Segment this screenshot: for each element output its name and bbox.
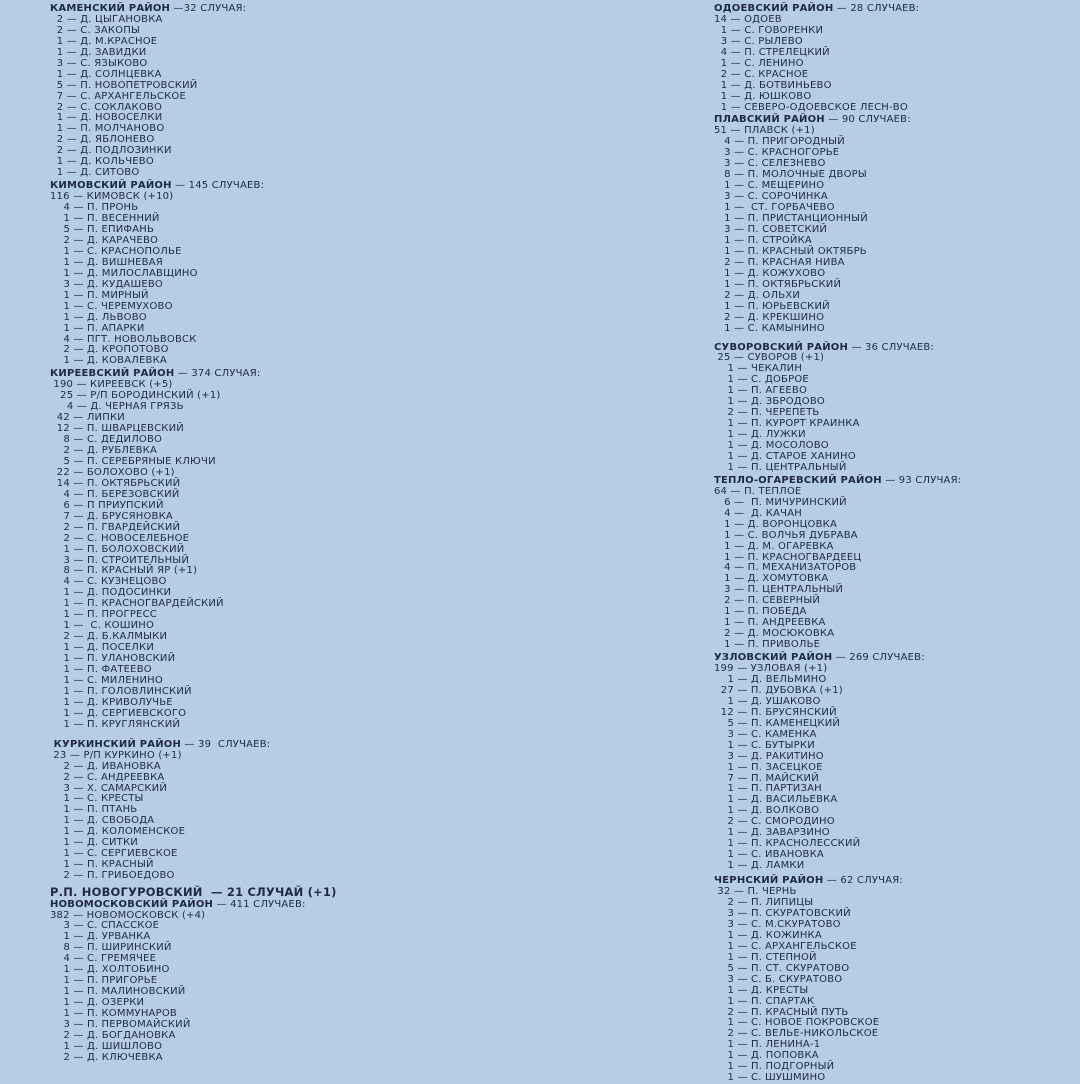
district-case-count: — 36 СЛУЧАЕВ: <box>848 341 934 353</box>
settlement-case-line: 1 — П. ЮРЬЕВСКИЙ <box>714 300 830 312</box>
settlement-case-line: 7 — С. АРХАНГЕЛЬСКОЕ <box>50 90 186 102</box>
settlement-case-line: 1 — Д. УШАКОВО <box>714 695 821 707</box>
settlement-case-line: 1 — Д. ВОРОНЦОВКА <box>714 518 838 530</box>
settlement-case-line: 3 — С. КАМЕНКА <box>714 728 817 740</box>
settlement-case-line: 1 — Д. ЗАВАРЗИНО <box>714 827 830 839</box>
settlement-case-line: 190 — КИРЕЕВСК (+5) <box>50 379 173 391</box>
settlement-case-line: 4 — П. МЕХАНИЗАТОРОВ <box>714 562 857 574</box>
settlement-case-line: 1 — П. ЗАСЕЦКОЕ <box>714 761 823 773</box>
district-case-count: — 62 СЛУЧАЯ: <box>823 875 903 887</box>
district-case-count: — 21 СЛУЧАЙ (+1) <box>202 885 337 900</box>
settlement-case-line: 1 — П. ЛЕНИНА-1 <box>714 1039 821 1051</box>
settlement-case-line: 4 — Д. ЧЕРНАЯ ГРЯЗЬ <box>50 401 184 413</box>
settlement-case-line: 1 — С. МЕЩЕРИНО <box>714 180 825 192</box>
settlement-case-line: 1 — С. КАМЫНИНО <box>714 322 825 334</box>
settlement-case-line: 3 — С. КРАСНОГОРЬЕ <box>714 147 840 159</box>
settlement-case-line: 1 — П. КОММУНАРОВ <box>50 1008 177 1020</box>
settlement-case-line: 4 — С. КУЗНЕЦОВО <box>50 576 167 588</box>
settlement-case-line: 1 — Д. ЛЬВОВО <box>50 311 147 323</box>
district-section <box>714 476 1074 651</box>
settlement-case-line: 64 — П. ТЕПЛОЕ <box>714 485 802 497</box>
settlement-case-line: 1 — Д. БОТВИНЬЕВО <box>714 79 832 91</box>
settlement-case-line: 2 — С. ЗАКОПЫ <box>50 24 140 36</box>
district-name: ПЛАВСКИЙ РАЙОН <box>714 114 825 126</box>
district-section <box>50 4 550 179</box>
settlement-case-line: 2 — П. КРАСНЫЙ ПУТЬ <box>714 1006 849 1018</box>
settlement-case-line: 3 — П. СТРОИТЕЛЬНЫЙ <box>50 554 190 566</box>
settlement-case-line: 1 — Д. СТАРОЕ ХАНИНО <box>714 450 856 462</box>
settlement-case-line: 1 — П. СТРОЙКА <box>714 234 812 246</box>
settlement-case-line: 3 — С. ЯЗЫКОВО <box>50 57 148 69</box>
settlement-case-line: 2 — П. ЧЕРЕПЕТЬ <box>714 407 820 419</box>
settlement-case-line: 1 — Д. М. ОГАРЕВКА <box>714 540 834 552</box>
settlement-case-line: 1 — Д. ВОЛКОВО <box>714 805 820 817</box>
settlement-case-line: 1 — Д. ШИШЛОВО <box>50 1040 163 1052</box>
settlement-case-line: 1 — П. ГОЛОВЛИНСКИЙ <box>50 685 192 697</box>
settlement-case-line: 3 — П. СОВЕТСКИЙ <box>714 223 828 235</box>
settlement-case-line: 1 — П. КРАСНЫЙ <box>50 859 154 871</box>
settlement-case-line: 3 — П. СКУРАТОВСКИЙ <box>714 907 851 919</box>
settlement-case-line: 2 — Д. КРЕКШИНО <box>714 311 825 323</box>
district-section <box>714 115 1074 334</box>
settlement-case-line: 8 — П. МОЛОЧНЫЕ ДВОРЫ <box>714 169 867 181</box>
settlement-case-line: 2 — Д. ИВАНОВКА <box>50 760 161 772</box>
settlement-case-line: 1 — П. УЛАНОВСКИЙ <box>50 653 176 665</box>
settlement-case-line: 1 — П. ПРОГРЕСС <box>50 609 157 621</box>
settlement-case-line: 3 — Д. РАКИТИНО <box>714 750 824 762</box>
district-heading <box>50 900 550 911</box>
settlement-case-line: 1 — Д. СИТКИ <box>50 837 138 849</box>
settlement-case-line: 2 — Д. Б.КАЛМЫКИ <box>50 631 168 643</box>
settlement-case-line: 25 — Р/П БОРОДИНСКИЙ (+1) <box>50 390 221 402</box>
district-case-count: —32 СЛУЧАЯ: <box>170 3 247 14</box>
settlement-case-line: 32 — П. ЧЕРНЬ <box>714 886 797 898</box>
settlement-case-line: 1 — П. МИРНЫЙ <box>50 289 149 301</box>
settlement-case-line: 3 — С. СПАССКОЕ <box>50 920 160 932</box>
settlement-case-line: 5 — П. СЕРЕБРЯНЫЕ КЛЮЧИ <box>50 455 216 467</box>
settlement-case-line: 2 — П. КРАСНАЯ НИВА <box>714 256 845 268</box>
settlement-case-line: 3 — С. РЫЛЕВО <box>714 35 803 47</box>
district-section <box>714 4 1074 113</box>
district-case-count: — 145 СЛУЧАЕВ: <box>171 180 265 192</box>
district-name: Р.П. НОВОГУРОВСКИЙ <box>50 885 203 900</box>
settlement-case-line: 3 — С. Б. СКУРАТОВО <box>714 973 843 985</box>
settlement-case-line: 2 — С. НОВОСЕЛЕБНОЕ <box>50 532 190 544</box>
district-case-count: — 39 СЛУЧАЕВ: <box>181 738 271 750</box>
settlement-case-line: 1 — П. ПОБЕДА <box>714 606 807 618</box>
settlement-case-line: 2 — Д. ЯБЛОНЕВО <box>50 134 155 146</box>
settlement-case-line: 3 — П. ЦЕНТРАЛЬНЫЙ <box>714 584 844 596</box>
district-section <box>50 886 550 900</box>
settlement-case-line: 1 — Д. КОЖИНКА <box>714 929 822 941</box>
settlement-case-line: 8 — С. ДЕДИЛОВО <box>50 434 163 446</box>
settlement-case-line: 1 — П. ПАРТИЗАН <box>714 783 822 795</box>
settlement-case-line: 1 — Д. КОВАЛЕВКА <box>50 355 167 367</box>
settlement-case-line: 1 — ЧЕКАЛИН <box>714 363 803 375</box>
settlement-case-line: 1 — Д. ПОСЕЛКИ <box>50 642 154 654</box>
settlement-case-line: 14 — П. ОКТЯБРЬСКИЙ <box>50 477 181 489</box>
settlement-case-line: 1 — С. АРХАНГЕЛЬСКОЕ <box>714 940 857 952</box>
district-case-count: — 411 СЛУЧАЕВ: <box>213 898 306 910</box>
settlement-case-line: 1 — С. НОВОЕ ПОКРОВСКОЕ <box>714 1017 880 1029</box>
settlement-case-line: 1 — П. СТЕПНОЙ <box>714 951 817 963</box>
settlement-case-line: 2 — П. ЛИПИЦЫ <box>714 896 814 908</box>
right-column <box>714 4 1074 1084</box>
settlement-case-line: 1 — П. ЦЕНТРАЛЬНЫЙ <box>714 461 847 473</box>
settlement-case-line: 5 — П. НОВОПЕТРОВСКИЙ <box>50 79 198 91</box>
settlement-case-line: 1 — С. КОШИНО <box>50 620 155 632</box>
settlement-case-line: 5 — П. ЕПИФАНЬ <box>50 223 155 235</box>
settlement-case-line: 2 — Д. КЛЮЧЕВКА <box>50 1051 163 1063</box>
settlement-case-line: 12 — П. БРУСЯНСКИЙ <box>714 706 837 718</box>
district-case-count: — 93 СЛУЧАЯ: <box>881 474 962 486</box>
settlement-case-line: 1 — С. СЕРГИЕВСКОЕ <box>50 848 178 860</box>
district-case-count: — 374 СЛУЧАЯ: <box>174 368 261 380</box>
settlement-case-line: 1 — П. МАЛИНОВСКИЙ <box>50 986 186 998</box>
settlement-case-line: 1 — Д. ХОЛТОБИНО <box>50 964 170 976</box>
settlement-case-line: 2 — Д. МОСЮКОВКА <box>714 628 835 640</box>
settlement-case-line: 1 — С. МИЛЕНИНО <box>50 675 163 686</box>
settlement-case-line: 1 — П. КРАСНЫЙ ОКТЯБРЬ <box>714 245 867 257</box>
settlement-case-line: 1 — Д. ЛАМКИ <box>714 860 805 872</box>
settlement-case-line: 2 — Д. БОГДАНОВКА <box>50 1030 176 1041</box>
settlement-case-line: 1 — П. ОКТЯБРЬСКИЙ <box>714 278 842 290</box>
settlement-case-line: 25 — СУВОРОВ (+1) <box>714 352 825 364</box>
settlement-case-line: 1 — С. КРЕСТЫ <box>50 793 144 805</box>
settlement-case-line: 7 — П. МАЙСКИЙ <box>714 772 819 784</box>
settlement-case-line: 1 — Д. КРЕСТЫ <box>714 984 809 996</box>
district-name: КИМОВСКИЙ РАЙОН <box>50 180 172 192</box>
settlement-case-line: 1 — Д. ЮШКОВО <box>714 90 812 102</box>
settlement-case-line: 4 — Д. КАЧАН <box>714 507 802 519</box>
settlement-case-line: 4 — ПГТ. НОВОЛЬВОВСК <box>50 333 197 345</box>
settlement-case-line: 116 — КИМОВСК (+10) <box>50 191 174 203</box>
settlement-case-line: 3 — С. СОРОЧИНКА <box>714 191 828 203</box>
settlement-case-line: 14 — ОДОЕВ <box>714 13 782 25</box>
settlement-case-line: 2 — С. СОКЛАКОВО <box>50 101 163 113</box>
district-name: НОВОМОСКОВСКИЙ РАЙОН <box>50 898 214 910</box>
settlement-case-line: 1 — Д. НОВОСЕЛКИ <box>50 112 163 124</box>
settlement-case-line: 1 — С. ЛЕНИНО <box>714 57 804 69</box>
settlement-case-line: 1 — С. ГОВОРЕНКИ <box>714 24 824 36</box>
settlement-case-line: 1 — П. ФАТЕЕВО <box>50 664 152 676</box>
district-name: ОДОЕВСКИЙ РАЙОН <box>714 3 834 14</box>
settlement-case-line: 1 — С. ВОЛЧЬЯ ДУБРАВА <box>714 529 858 541</box>
settlement-case-line: 51 — ПЛАВСК (+1) <box>714 125 815 137</box>
district-name: КИРЕЕВСКИЙ РАЙОН <box>50 368 175 380</box>
settlement-case-line: 1 — П. АНДРЕЕВКА <box>714 617 826 629</box>
district-name: КАМЕНСКИЙ РАЙОН <box>50 3 171 14</box>
district-name: КУРКИНСКИЙ РАЙОН <box>50 738 182 750</box>
settlement-case-line: 1 — С. ШУШМИНО <box>714 1072 826 1084</box>
settlement-case-line: 4 — П. СТРЕЛЕЦКИЙ <box>714 46 830 58</box>
settlement-case-line: 12 — П. ШВАРЦЕВСКИЙ <box>50 423 184 435</box>
settlement-case-line: 2 — Д. КРОПОТОВО <box>50 344 169 356</box>
settlement-case-line: 4 — П. ПРОНЬ <box>50 202 139 214</box>
district-section <box>714 653 1074 872</box>
settlement-case-line: 5 — П. СТ. СКУРАТОВО <box>714 962 850 974</box>
settlement-case-line: 2 — П. ГРИБОЕДОВО <box>50 870 175 882</box>
district-name: ТЕПЛО-ОГАРЕВСКИЙ РАЙОН <box>714 474 882 486</box>
settlement-case-line: 1 — Д. СИТОВО <box>50 167 140 179</box>
settlement-case-line: 382 — НОВОМОСКОВСК (+4) <box>50 909 206 921</box>
settlement-case-line: 1 — П. ПТАНЬ <box>50 804 138 816</box>
settlement-case-line: 1 — П. КРАСНОГВАРДЕЙСКИЙ <box>50 598 224 610</box>
settlement-case-line: 8 — П. КРАСНЫЙ ЯР (+1) <box>50 565 198 577</box>
settlement-case-line: 1 — П. ПРИГОРЬЕ <box>50 975 158 987</box>
settlement-case-line: 1 — Д. ЛУЖКИ <box>714 429 806 441</box>
settlement-case-line: 1 — Д. МОСОЛОВО <box>714 440 829 452</box>
settlement-case-line: 1 — Д. МИЛОСЛАВЩИНО <box>50 267 198 279</box>
settlement-case-line: 1 — Д. ЗБРОДОВО <box>714 396 825 408</box>
settlement-case-line: 1 — СТ. ГОРБАЧЕВО <box>714 202 835 214</box>
settlement-case-line: 1 — П. КУРОРТ КРАИНКА <box>714 418 860 430</box>
settlement-case-line: 1 — П. КРАСНОГВАРДЕЕЦ <box>714 551 862 563</box>
settlement-case-line: 1 — П. ВЕСЕННИЙ <box>50 213 160 225</box>
district-section <box>50 900 550 1064</box>
settlement-case-line: 1 — Д. СВОБОДА <box>50 815 155 827</box>
district-section <box>714 343 1074 474</box>
settlement-case-line: 4 — С. ГРЕМЯЧЕЕ <box>50 953 157 965</box>
settlement-case-line: 2 — П. ГВАРДЕЙСКИЙ <box>50 521 181 533</box>
settlement-case-line: 3 — С. М.СКУРАТОВО <box>714 918 841 930</box>
settlement-case-line: 199 — УЗЛОВАЯ (+1) <box>714 663 828 674</box>
settlement-case-line: 1 — Д. КРИВОЛУЧЬЕ <box>50 696 173 708</box>
settlement-case-line: 1 — Д. ВИШНЕВАЯ <box>50 256 163 268</box>
settlement-case-line: 1 — Д. ВЕЛЬМИНО <box>714 673 827 685</box>
settlement-case-line: 1 — Д. ЗАВИДКИ <box>50 46 147 58</box>
left-column <box>50 4 550 1064</box>
settlement-case-line: 22 — БОЛОХОВО (+1) <box>50 466 175 478</box>
settlement-case-line: 42 — ЛИПКИ <box>50 412 125 424</box>
settlement-case-line: 23 — Р/П КУРКИНО (+1) <box>50 749 182 761</box>
district-section <box>50 740 550 882</box>
district-section <box>50 181 550 367</box>
settlement-case-line: 1 — С. КРАСНОПОЛЬЕ <box>50 245 182 257</box>
settlement-case-line: 1 — Д. КОЖУХОВО <box>714 267 826 279</box>
settlement-case-line: 2 — С. КРАСНОЕ <box>714 68 809 80</box>
settlement-case-line: 2 — С. ВЕЛЬЕ-НИКОЛЬСКОЕ <box>714 1028 879 1040</box>
district-heading <box>50 886 550 900</box>
settlement-case-line: 7 — Д. БРУСЯНОВКА <box>50 510 173 522</box>
settlement-case-line: 1 — Д. М.КРАСНОЕ <box>50 35 158 47</box>
settlement-case-line: 4 — П. ПРИГОРОДНЫЙ <box>714 136 845 148</box>
settlement-case-line: 1 — П. КРУГЛЯНСКИЙ <box>50 718 181 730</box>
settlement-case-line: 1 — Д. УРВАНКА <box>50 931 151 943</box>
settlement-case-line: 2 — С. АНДРЕЕВКА <box>50 771 165 783</box>
district-section <box>50 369 550 730</box>
settlement-case-line: 1 — С. БУТЫРКИ <box>714 739 815 751</box>
settlement-case-line: 6 — П. МИЧУРИНСКИЙ <box>714 496 847 508</box>
settlement-case-line: 3 — П. ПЕРВОМАЙСКИЙ <box>50 1019 191 1031</box>
settlement-case-line: 1 — Д. КОЛОМЕНСКОЕ <box>50 826 186 838</box>
settlement-case-line: 1 — Д. ВАСИЛЬЕВКА <box>714 794 838 806</box>
settlement-case-line: 3 — Х. САМАРСКИЙ <box>50 782 168 794</box>
district-case-count: — 90 СЛУЧАЕВ: <box>824 114 911 126</box>
settlement-case-line: 2 — С. СМОРОДИНО <box>714 816 835 828</box>
settlement-case-line: 8 — П. ШИРИНСКИЙ <box>50 942 172 954</box>
settlement-case-line: 1 — Д. ХОМУТОВКА <box>714 573 829 585</box>
settlement-case-line: 1 — П. БОЛОХОВСКИЙ <box>50 543 185 555</box>
settlement-case-line: 1 — Д. КОЛЬЧЕВО <box>50 156 154 168</box>
settlement-case-line: 1 — П. КРАСНОЛЕССКИЙ <box>714 838 861 850</box>
settlement-case-line: 1 — СЕВЕРО-ОДОЕВСКОЕ ЛЕСН-ВО <box>714 101 908 113</box>
district-name: УЗЛОВСКИЙ РАЙОН <box>714 652 833 664</box>
settlement-case-line: 1 — Д. ПОПОВКА <box>714 1050 819 1062</box>
settlement-case-line: 1 — С. ЧЕРЕМУХОВО <box>50 300 173 312</box>
settlement-case-line: 27 — П. ДУБОВКА (+1) <box>714 684 843 696</box>
settlement-case-line: 1 — П. ПРИВОЛЬЕ <box>714 639 821 651</box>
district-case-count: — 269 СЛУЧАЕВ: <box>832 652 925 664</box>
settlement-case-line: 2 — Д. ПОДЛОЗИНКИ <box>50 145 172 157</box>
settlement-case-line: 5 — П. КАМЕНЕЦКИЙ <box>714 717 841 729</box>
district-case-count: — 28 СЛУЧАЕВ: <box>833 3 920 14</box>
district-name: ЧЕРНСКИЙ РАЙОН <box>714 875 824 887</box>
settlement-case-line: 1 — П. АПАРКИ <box>50 322 145 334</box>
settlement-case-line: 1 — Д. ПОДОСИНКИ <box>50 587 172 599</box>
settlement-case-line: 1 — Д. СЕРГИЕВСКОГО <box>50 707 187 719</box>
settlement-case-line: 1 — П. АГЕЕВО <box>714 385 808 397</box>
settlement-case-line: 1 — С. ИВАНОВКА <box>714 849 824 861</box>
settlement-case-line: 1 — П. ПРИСТАНЦИОННЫЙ <box>714 213 868 225</box>
settlement-case-line: 2 — Д. КАРАЧЕВО <box>50 234 159 246</box>
settlement-case-line: 1 — П. ПОДГОРНЫЙ <box>714 1061 835 1073</box>
settlement-case-line: 1 — Д. СОЛНЦЕВКА <box>50 68 162 80</box>
settlement-case-line: 3 — С. СЕЛЕЗНЕВО <box>714 158 826 170</box>
district-section <box>714 876 1074 1084</box>
settlement-case-line: 4 — П. БЕРЕЗОВСКИЙ <box>50 488 180 500</box>
settlement-case-line: 3 — Д. КУДАШЕВО <box>50 278 163 290</box>
settlement-case-line: 2 — Д. ОЛЬХИ <box>714 289 801 301</box>
settlement-case-line: 1 — С. ДОБРОЕ <box>714 374 809 386</box>
district-name: СУВОРОВСКИЙ РАЙОН <box>714 341 849 353</box>
settlement-case-line: 1 — Д. ОЗЕРКИ <box>50 997 145 1009</box>
settlement-case-line: 2 — Д. РУБЛЕВКА <box>50 444 158 456</box>
settlement-case-line: 1 — П. МОЛЧАНОВО <box>50 123 165 135</box>
settlement-case-line: 1 — П. СПАРТАК <box>714 995 815 1007</box>
settlement-case-line: 6 — П ПРИУПСКИЙ <box>50 499 164 511</box>
settlement-case-line: 2 — П. СЕВЕРНЫЙ <box>714 595 821 607</box>
settlement-case-line: 2 — Д. ЦЫГАНОВКА <box>50 13 163 25</box>
